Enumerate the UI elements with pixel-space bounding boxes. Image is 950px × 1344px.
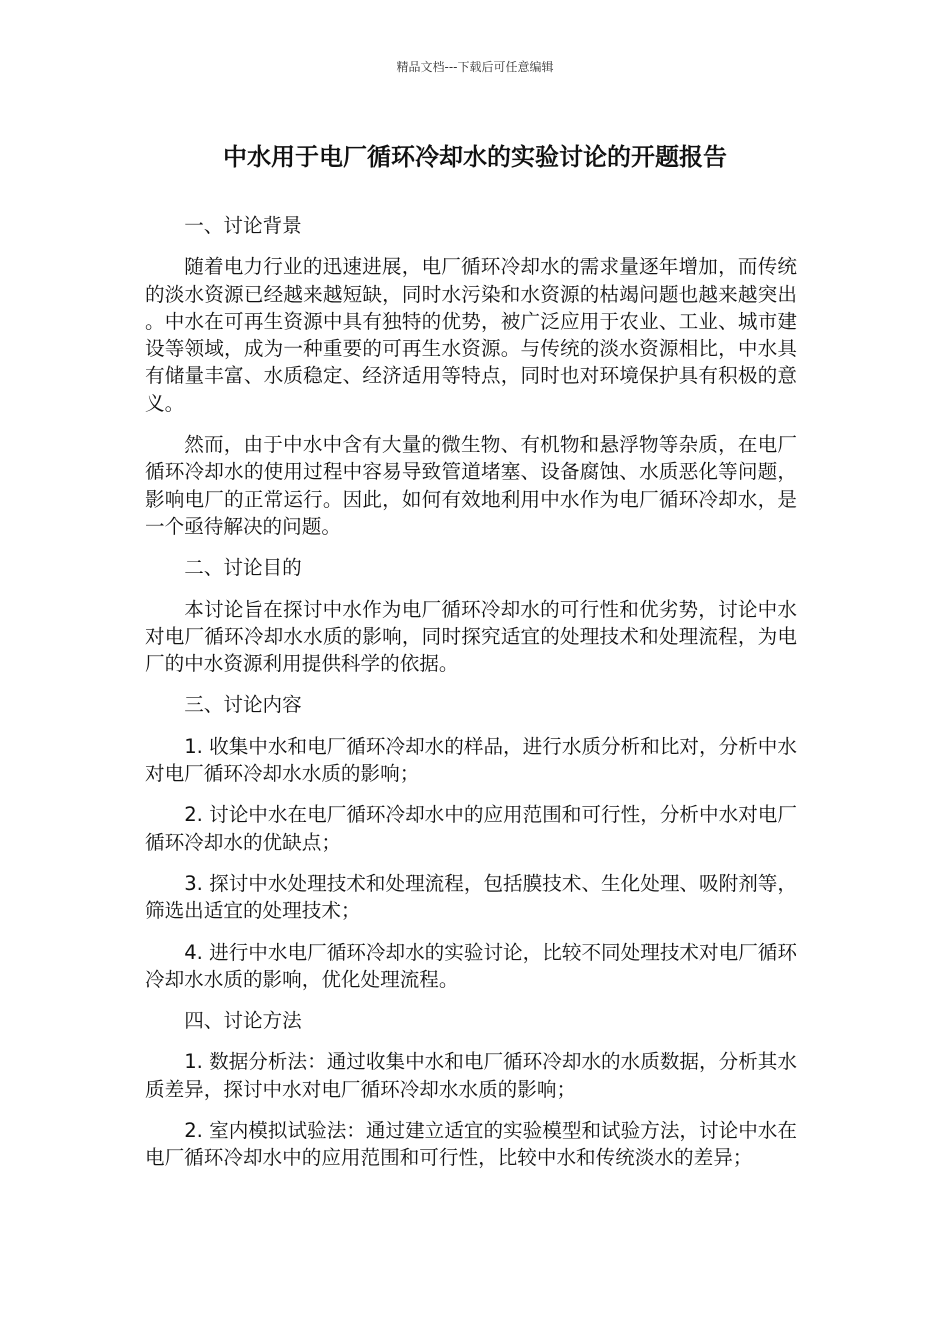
- page-header: 精品文档---下载后可任意编辑: [396, 60, 554, 74]
- document-title: 中水用于电厂循环冷却水的实验讨论的开题报告: [223, 143, 727, 171]
- paragraph: 然而，由于中水中含有大量的微生物、有机物和悬浮物等杂质，在电厂循环冷却水的使用过程中容易导致管道堵塞、设备腐蚀、水质恶化等问题，影响电厂的正常运行。因此，如何有效地利用中水作为电厂循环冷却水，是一个亟待解决的问题。: [145, 433, 797, 538]
- list-item: 2. 室内模拟试验法：通过建立适宜的实验模型和试验方法，讨论中水在电厂循环冷却水中的应用范围和可行性，比较中水和传统淡水的差异；: [145, 1119, 797, 1170]
- list-item: 4. 进行中水电厂循环冷却水的实验讨论，比较不同处理技术对电厂循环冷却水水质的影响，优化处理流程。: [145, 940, 797, 991]
- section-heading-purpose: 二、讨论目的: [184, 556, 302, 580]
- list-item: 1. 收集中水和电厂循环冷却水的样品，进行水质分析和比对，分析中水对电厂循环冷却水水质的影响；: [145, 734, 797, 786]
- section-heading-content: 三、讨论内容: [184, 693, 302, 717]
- list-item: 1. 数据分析法：通过收集中水和电厂循环冷却水的水质数据，分析其水质差异，探讨中水对电厂循环冷却水水质的影响；: [145, 1050, 797, 1101]
- section-heading-background: 一、讨论背景: [184, 214, 302, 237]
- document-body: [145, 212, 797, 1186]
- section-heading-methods: 四、讨论方法: [184, 1009, 302, 1033]
- paragraph: 本讨论旨在探讨中水作为电厂循环冷却水的可行性和优劣势，讨论中水对电厂循环冷却水水质的影响，同时探究适宜的处理技术和处理流程，为电厂的中水资源利用提供科学的依据。: [145, 597, 797, 676]
- paragraph: 随着电力行业的迅速进展，电厂循环冷却水的需求量逐年增加，而传统的淡水资源已经越来越短缺，同时水污染和水资源的枯竭问题也越来越突出。中水在可再生资源中具有独特的优势，被广泛应用于农业、工业、城市建设等领域，成为一种重要的可再生水资源。与传统的淡水资源相比，中水具有储量丰富、水质稳定、经济适用等特点，同时也对环境保护具有积极的意义。: [145, 255, 797, 415]
- list-item: 3. 探讨中水处理技术和处理流程，包括膜技术、生化处理、吸附剂等，筛选出适宜的处理技术；: [145, 871, 797, 923]
- list-item: 2. 讨论中水在电厂循环冷却水中的应用范围和可行性，分析中水对电厂循环冷却水的优缺点；: [145, 803, 797, 854]
